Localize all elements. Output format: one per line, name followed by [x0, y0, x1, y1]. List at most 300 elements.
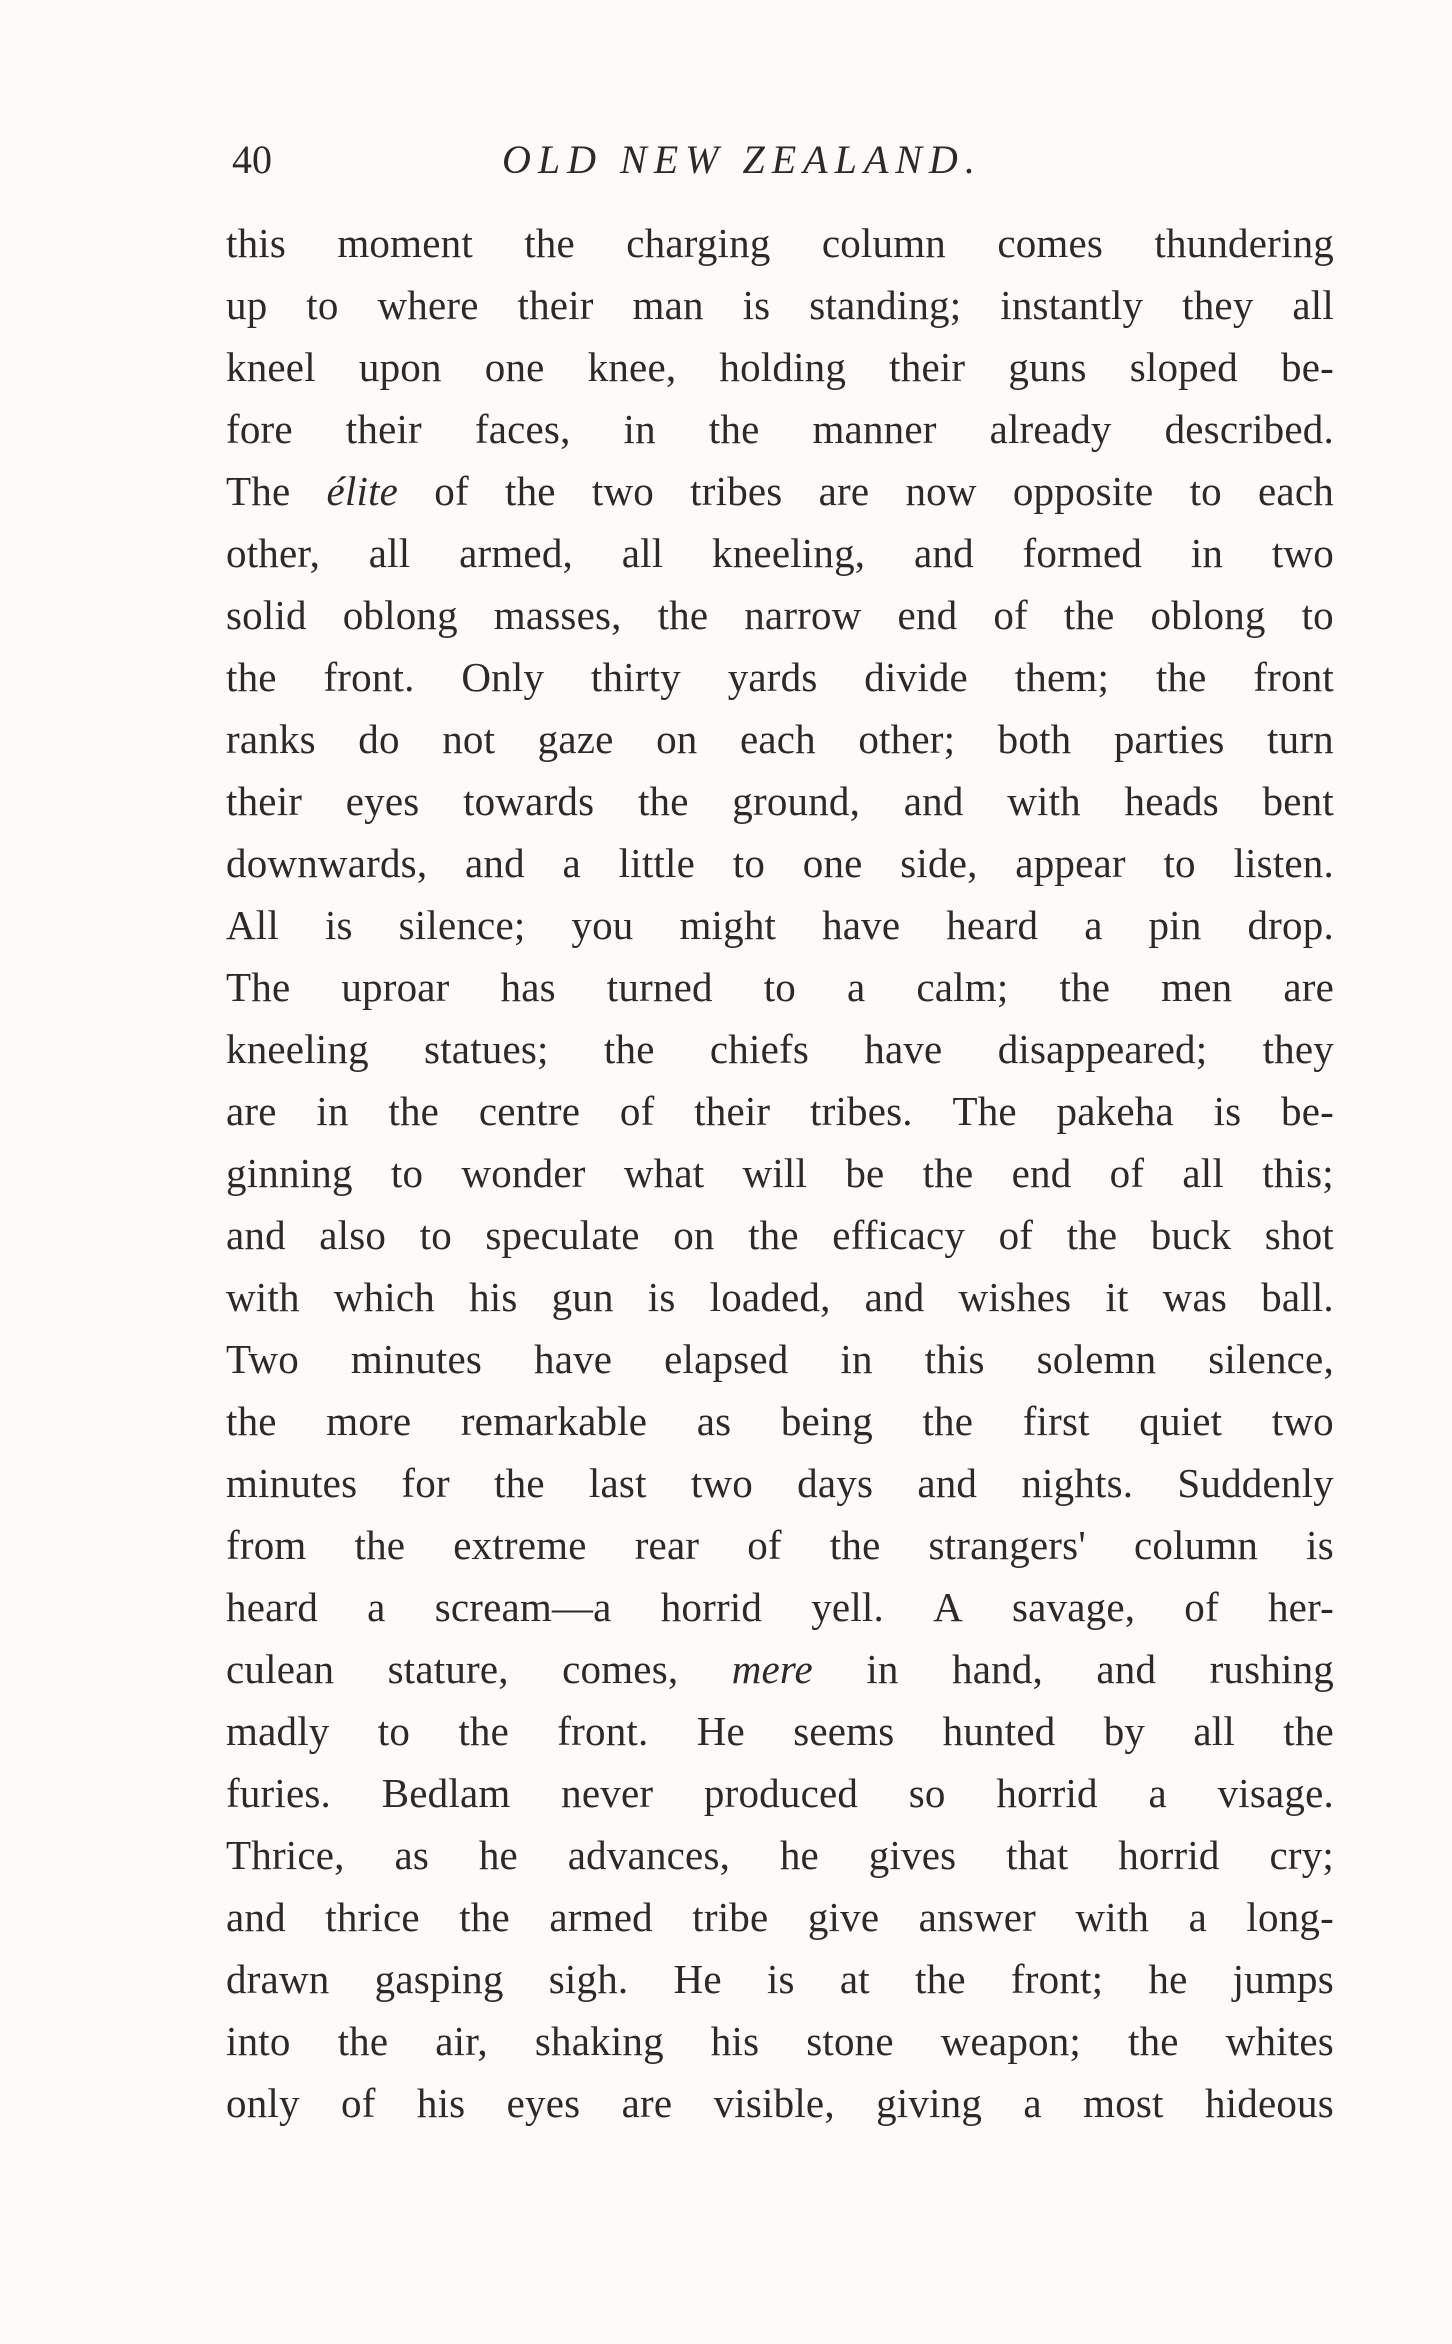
word: the [505, 468, 556, 514]
word: more [326, 1398, 412, 1444]
word: Two [226, 1336, 299, 1382]
word: ginning [226, 1150, 353, 1196]
word: which [333, 1274, 435, 1320]
word: for [401, 1460, 450, 1506]
word: horrid [996, 1770, 1098, 1816]
word: tribes. [810, 1088, 913, 1134]
word: little [618, 840, 696, 886]
word: listen. [1233, 840, 1334, 886]
word: their [517, 282, 594, 328]
word: might [679, 902, 777, 948]
word: moment [337, 220, 473, 266]
word: ranks [226, 716, 316, 762]
word: of [1184, 1584, 1219, 1630]
word: have [822, 902, 901, 948]
word: do [358, 716, 400, 762]
word: two [1271, 1398, 1334, 1444]
word: giving [876, 2080, 983, 2126]
word: to [732, 840, 766, 886]
text-line [226, 1266, 1334, 1328]
word: a [367, 1584, 386, 1630]
word: manner [812, 406, 937, 452]
word: culean [226, 1646, 335, 1692]
word: The [952, 1088, 1017, 1134]
word: be- [1281, 1088, 1334, 1134]
word: eyes [345, 778, 420, 824]
word: most [1083, 2080, 1164, 2126]
word: a [1188, 1894, 1207, 1940]
word: upon [358, 344, 442, 390]
word: he [779, 1832, 819, 1878]
word: Only [461, 654, 545, 700]
word: only [226, 2080, 300, 2126]
text-line [226, 708, 1334, 770]
word: will [742, 1150, 808, 1196]
word: towards [463, 778, 595, 824]
word: chiefs [709, 1026, 809, 1072]
word: as [696, 1398, 732, 1444]
word: all [621, 530, 664, 576]
word: rear [634, 1522, 700, 1568]
word: front [1253, 654, 1334, 700]
word: the [603, 1026, 655, 1072]
word: turn [1267, 716, 1334, 762]
word: of [998, 1212, 1034, 1258]
word: is [1306, 1522, 1334, 1568]
word: column [821, 220, 947, 266]
running-head [232, 132, 1332, 188]
word: drawn [226, 1956, 330, 2002]
word: statues; [424, 1026, 549, 1072]
word: with [1007, 778, 1081, 824]
word: nights. [1021, 1460, 1134, 1506]
word: you [571, 902, 634, 948]
word: a [1148, 1770, 1167, 1816]
word: is [324, 902, 353, 948]
word: in [1190, 530, 1224, 576]
text-line [226, 584, 1334, 646]
word: all [1193, 1708, 1235, 1754]
word: The [226, 964, 291, 1010]
text-line [226, 646, 1334, 708]
word: the [637, 778, 689, 824]
word: tribes [690, 468, 783, 514]
word: stature, [387, 1646, 509, 1692]
word: to [390, 1150, 424, 1196]
word: horrid [660, 1584, 763, 1630]
word: at [839, 1956, 870, 2002]
word: both [997, 716, 1072, 762]
word: advances, [567, 1832, 731, 1878]
word: appear [1015, 840, 1126, 886]
word: so [908, 1770, 946, 1816]
page-number: 40 [232, 137, 272, 182]
word: her- [1267, 1584, 1334, 1630]
word: front; [1010, 1956, 1104, 2002]
word: cry; [1269, 1832, 1334, 1878]
word: has [500, 964, 556, 1010]
word: in [840, 1336, 873, 1382]
word: sloped [1129, 344, 1238, 390]
word: are [1283, 964, 1334, 1010]
word: armed, [459, 530, 573, 576]
word: centre [478, 1088, 581, 1134]
word: gaze [537, 716, 614, 762]
word: gun [551, 1274, 614, 1320]
word: where [377, 282, 479, 328]
text-line [226, 522, 1334, 584]
word: speculate [485, 1212, 640, 1258]
word: the [1283, 1708, 1334, 1754]
word: side, [900, 840, 978, 886]
word: Thrice, [226, 1832, 345, 1878]
text-line [226, 1638, 1334, 1700]
word: be- [1281, 344, 1334, 390]
word: other, [226, 530, 321, 576]
word: buck [1150, 1212, 1232, 1258]
word: uproar [341, 964, 450, 1010]
word: his [469, 1274, 518, 1320]
word: with [226, 1274, 300, 1320]
word: he [478, 1832, 518, 1878]
word: on [656, 716, 698, 762]
word: thrice [325, 1894, 420, 1940]
word: have [864, 1026, 943, 1072]
word: days [797, 1460, 874, 1506]
word: the [1127, 2018, 1179, 2064]
text-line [226, 770, 1334, 832]
text-line [226, 398, 1334, 460]
word: kneel [226, 344, 316, 390]
word: their [345, 406, 422, 452]
text-line [226, 1576, 1334, 1638]
word: Suddenly [1177, 1460, 1334, 1506]
word: also [319, 1212, 387, 1258]
word: in [316, 1088, 349, 1134]
text-line [226, 1514, 1334, 1576]
word: the [226, 654, 277, 700]
word: in [623, 406, 656, 452]
word: the [657, 592, 709, 638]
text-line [226, 336, 1334, 398]
word: weapon; [940, 2018, 1082, 2064]
text-line [226, 460, 1334, 522]
word: front. [323, 654, 415, 700]
word: to [1301, 592, 1334, 638]
text-line [226, 2010, 1334, 2072]
word: comes [997, 220, 1104, 266]
text-line [226, 1390, 1334, 1452]
word: horrid [1118, 1832, 1220, 1878]
text-line [226, 1824, 1334, 1886]
word: sigh. [548, 1956, 629, 2002]
word: thirty [590, 654, 681, 700]
word: hideous [1204, 2080, 1334, 2126]
word: is [1213, 1088, 1242, 1134]
text-line [226, 1886, 1334, 1948]
word: have [534, 1336, 613, 1382]
word: fore [226, 406, 293, 452]
text-line [226, 1328, 1334, 1390]
word: of [1109, 1150, 1145, 1196]
word: their [694, 1088, 771, 1134]
word: is [742, 282, 771, 328]
word: hunted [942, 1708, 1056, 1754]
word: masses, [493, 592, 622, 638]
word: quiet [1139, 1398, 1223, 1444]
word: furies. [226, 1770, 332, 1816]
word: bent [1262, 778, 1334, 824]
word: minutes [350, 1336, 483, 1382]
word: disappeared; [997, 1026, 1208, 1072]
word: He [696, 1708, 745, 1754]
word: mere [731, 1646, 813, 1692]
word: not [442, 716, 496, 762]
word: end [897, 592, 958, 638]
word: oblong [342, 592, 458, 638]
text-line [226, 274, 1334, 336]
word: savage, [1011, 1584, 1136, 1630]
word: wonder [461, 1150, 586, 1196]
word: to [1189, 468, 1222, 514]
word: front. [557, 1708, 649, 1754]
word: each [1258, 468, 1334, 514]
word: two [1271, 530, 1334, 576]
word: the [337, 2018, 389, 2064]
word: the [458, 1708, 510, 1754]
word: being [780, 1398, 873, 1444]
word: downwards, [226, 840, 428, 886]
word: kneeling, [712, 530, 866, 576]
text-line [226, 956, 1334, 1018]
text-line [226, 2072, 1334, 2134]
word: the [922, 1150, 974, 1196]
word: knee, [587, 344, 677, 390]
word: formed [1022, 530, 1143, 576]
word: one [802, 840, 863, 886]
text-line [226, 212, 1334, 274]
text-line [226, 894, 1334, 956]
word: described. [1164, 406, 1334, 452]
word: yell. [811, 1584, 884, 1630]
word: up [226, 282, 268, 328]
word: the [524, 220, 575, 266]
word: one [484, 344, 545, 390]
word: other; [858, 716, 956, 762]
word: to [419, 1212, 452, 1258]
word: this [226, 220, 287, 266]
word: narrow [744, 592, 862, 638]
word: instantly [1000, 282, 1144, 328]
word: ground, [732, 778, 861, 824]
word: is [647, 1274, 676, 1320]
word: loaded, [709, 1274, 831, 1320]
word: gasping [374, 1956, 504, 2002]
word: and [1096, 1646, 1157, 1692]
word: oblong [1150, 592, 1266, 638]
word: whites [1225, 2018, 1334, 2064]
word: give [807, 1894, 880, 1940]
word: efficacy [832, 1212, 966, 1258]
word: and [917, 1460, 978, 1506]
word: to [377, 1708, 411, 1754]
word: minutes [226, 1460, 358, 1506]
word: by [1103, 1708, 1146, 1754]
word: produced [703, 1770, 859, 1816]
word: what [623, 1150, 705, 1196]
word: tribe [692, 1894, 769, 1940]
word: the [1059, 964, 1111, 1010]
word: and [913, 530, 974, 576]
word: their [889, 344, 966, 390]
word: He [673, 1956, 722, 2002]
word: the [226, 1398, 277, 1444]
word: last [588, 1460, 647, 1506]
word: comes, [562, 1646, 679, 1692]
word: with [1075, 1894, 1150, 1940]
word: to [306, 282, 339, 328]
text-line [226, 1018, 1334, 1080]
word: the [494, 1460, 545, 1506]
word: in [866, 1646, 899, 1692]
word: gives [868, 1832, 957, 1878]
word: already [989, 406, 1112, 452]
word: pin [1148, 902, 1202, 948]
word: rushing [1209, 1646, 1334, 1692]
word: he [1148, 1956, 1188, 2002]
word: are [621, 2080, 673, 2126]
word: guns [1008, 344, 1087, 390]
word: as [394, 1832, 430, 1878]
word: silence; [398, 902, 526, 948]
word: a [1084, 902, 1103, 948]
word: each [739, 716, 816, 762]
word: jumps [1232, 1956, 1334, 2002]
word: them; [1014, 654, 1110, 700]
text-line [226, 1080, 1334, 1142]
word: standing; [809, 282, 962, 328]
word: parties [1113, 716, 1225, 762]
word: are [226, 1088, 277, 1134]
word: seems [793, 1708, 895, 1754]
word: the [459, 1894, 510, 1940]
word: first [1022, 1398, 1090, 1444]
word: never [561, 1770, 654, 1816]
word: long- [1246, 1894, 1334, 1940]
word: on [673, 1212, 715, 1258]
word: calm; [916, 964, 1009, 1010]
word: divide [864, 654, 968, 700]
word: two [690, 1460, 753, 1506]
word: and [465, 840, 525, 886]
word: opposite [1012, 468, 1154, 514]
text-line [226, 1762, 1334, 1824]
word: armed [549, 1894, 653, 1940]
word: that [1006, 1832, 1069, 1878]
word: a [562, 840, 581, 886]
word: all [1182, 1150, 1224, 1196]
word: they [1262, 1026, 1334, 1072]
word: this [924, 1336, 985, 1382]
word: air, [435, 2018, 488, 2064]
word: all [368, 530, 411, 576]
word: the [915, 1956, 966, 2002]
word: the [1066, 1212, 1118, 1258]
word: is [766, 1956, 795, 2002]
word: drop. [1247, 902, 1334, 948]
word: strangers' [928, 1522, 1086, 1568]
word: from [226, 1522, 307, 1568]
word: kneeling [226, 1026, 369, 1072]
word: and [864, 1274, 925, 1320]
word: and [226, 1894, 286, 1940]
text-line [226, 1204, 1334, 1266]
word: All [226, 902, 279, 948]
word: the [829, 1522, 881, 1568]
word: it [1105, 1274, 1129, 1320]
word: A [933, 1584, 963, 1630]
word: his [710, 2018, 760, 2064]
text-line [226, 832, 1334, 894]
word: silence, [1208, 1336, 1334, 1382]
word: the [1063, 592, 1115, 638]
word: to [1163, 840, 1196, 886]
text-line [226, 1452, 1334, 1514]
book-title: OLD NEW ZEALAND. [502, 137, 982, 182]
text-line [226, 1700, 1334, 1762]
word: of [993, 592, 1028, 638]
word: faces, [474, 406, 571, 452]
word: holding [719, 344, 847, 390]
word: extreme [453, 1522, 587, 1568]
word: and [226, 1212, 286, 1258]
word: and [903, 778, 964, 824]
word: heard [226, 1584, 319, 1630]
word: their [226, 778, 303, 824]
word: men [1161, 964, 1233, 1010]
word: two [591, 468, 654, 514]
word: to [763, 964, 797, 1010]
word: wishes [958, 1274, 1072, 1320]
word: élite [326, 468, 399, 514]
word: visage. [1217, 1770, 1334, 1816]
word: eyes [506, 2080, 581, 2126]
body-text [226, 212, 1334, 2134]
word: solemn [1036, 1336, 1157, 1382]
word: yards [727, 654, 818, 700]
word: was [1162, 1274, 1228, 1320]
word: ball. [1261, 1274, 1334, 1320]
word: heard [946, 902, 1039, 948]
word: solid [226, 592, 307, 638]
word: hand, [952, 1646, 1043, 1692]
word: column [1133, 1522, 1259, 1568]
word: Bedlam [381, 1770, 511, 1816]
word: of [619, 1088, 655, 1134]
word: visible, [713, 2080, 835, 2126]
text-line [226, 1948, 1334, 2010]
word: this; [1262, 1150, 1334, 1196]
word: thundering [1154, 220, 1334, 266]
word: shot [1264, 1212, 1334, 1258]
word: the [748, 1212, 799, 1258]
word: the [708, 406, 760, 452]
word: of [434, 468, 469, 514]
word: remarkable [460, 1398, 648, 1444]
word: of [341, 2080, 376, 2126]
word: shaking [534, 2018, 664, 2064]
word: a [1023, 2080, 1042, 2126]
